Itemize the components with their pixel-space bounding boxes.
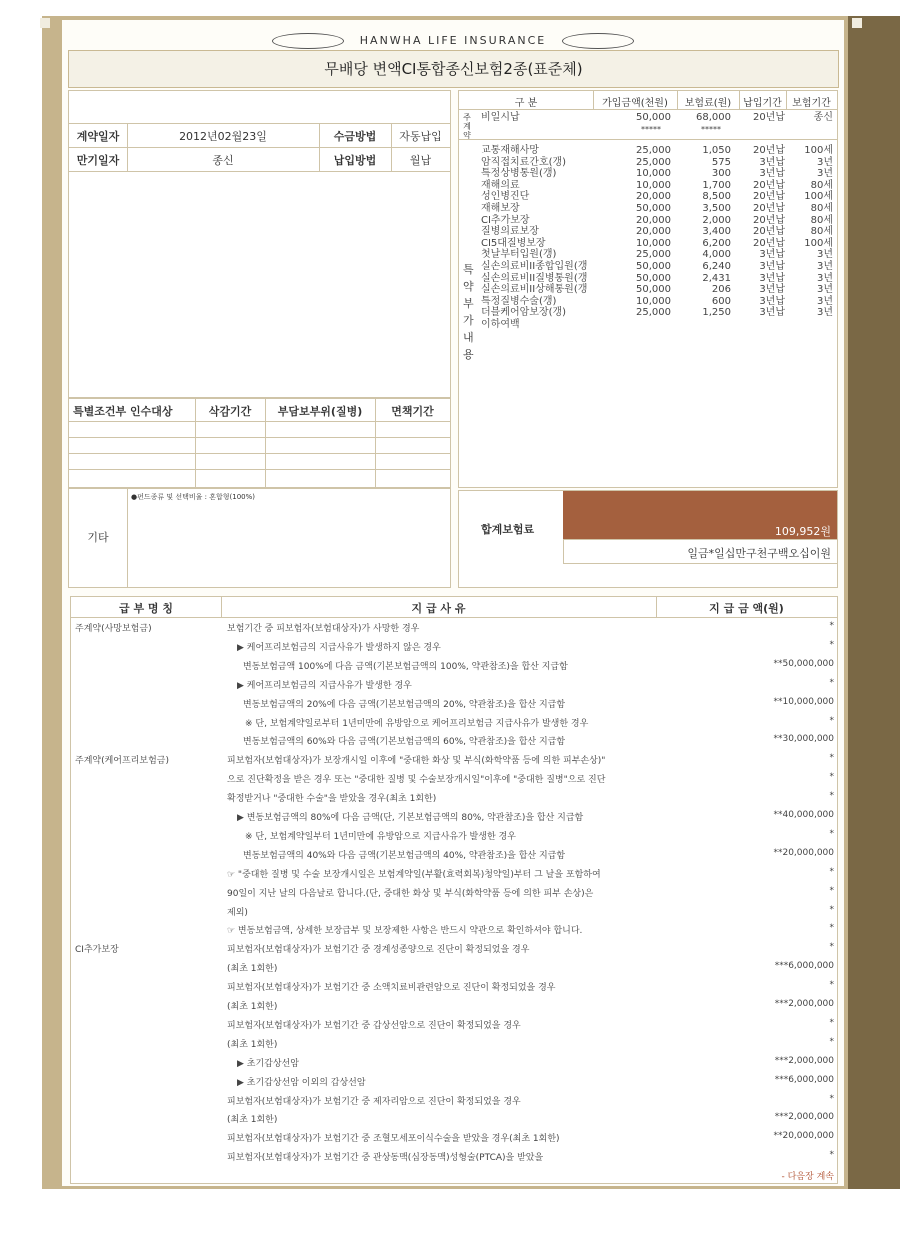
rider-premium: 6,240 bbox=[702, 261, 731, 272]
benefit-amount: * bbox=[829, 1150, 834, 1161]
total-premium-amount: 109,952원 bbox=[774, 525, 831, 538]
rider-name: 이하여백 bbox=[481, 319, 520, 330]
rider-amount: 25,000 bbox=[636, 307, 671, 319]
benefit-reason: 변동보험금액의 40%와 다음 금액(기본보험금액의 40%, 약관참조)을 합산 지급함 bbox=[243, 850, 566, 861]
rider-term: 80세 bbox=[810, 214, 833, 226]
rider-term: 3년 bbox=[816, 261, 833, 272]
rider-amount: 20,000 bbox=[636, 226, 671, 238]
coverage-header-amount: 가입금액(천원) bbox=[602, 98, 668, 109]
benefit-amount: **30,000,000 bbox=[773, 734, 834, 745]
rider-pay: 3년납 bbox=[759, 295, 785, 307]
coverage-header-premium: 보험료(원) bbox=[684, 98, 732, 109]
benefit-amount: **40,000,000 bbox=[773, 810, 834, 820]
benefit-reason: ※ 단, 보험계약일로부터 1년미만에 유방암으로 케어프리보험금 지급사유가 발생한 경우 bbox=[245, 718, 589, 729]
benefit-amount: **50,000,000 bbox=[773, 658, 834, 669]
rider-amount: 50,000 bbox=[636, 261, 671, 272]
contract-box bbox=[68, 90, 451, 398]
pay-method-label: 납입방법 bbox=[333, 154, 377, 167]
rider-term: 3년 bbox=[816, 307, 833, 319]
benefit-amount: * bbox=[829, 639, 834, 650]
etc-fund-note: ●펀드종류 및 선택비율 : 혼합형(100%) bbox=[131, 493, 255, 501]
benefit-reason: (최초 1회한) bbox=[227, 1039, 278, 1050]
benefit-amount: **10,000,000 bbox=[773, 696, 834, 707]
document-title: 무배당 변액CI통합종신보험2종(표준체) bbox=[68, 50, 839, 88]
rider-amount: 10,000 bbox=[636, 295, 671, 307]
rider-term: 3년 bbox=[816, 249, 833, 261]
rider-pay: 3년납 bbox=[759, 307, 785, 319]
contract-date-label: 계약일자 bbox=[76, 130, 120, 143]
rider-amount: 10,000 bbox=[636, 168, 671, 180]
benefit-name: CI추가보장 bbox=[75, 945, 119, 956]
rider-name: 첫날부터입원(갱) bbox=[481, 249, 557, 261]
rider-pay: 20년납 bbox=[752, 203, 785, 214]
benefit-amount: * bbox=[829, 904, 834, 915]
rider-name: 재해보장 bbox=[481, 203, 520, 214]
receive-method-label: 수금방법 bbox=[333, 130, 377, 143]
benefit-amount: * bbox=[829, 828, 834, 839]
total-premium-korean: 일금*일십만구천구백오십이원 bbox=[687, 547, 831, 560]
rider-name: 실손의료비II종합입원(갱 bbox=[481, 261, 588, 272]
benefit-reason: 피보험자(보험대상자)가 보험기간 중 경계성종양으로 진단이 확정되었을 경우 bbox=[227, 945, 530, 956]
ornament-icon bbox=[272, 33, 344, 49]
benefit-reason: 피보험자(보험대상자)가 보험기간 중 제자리암으로 진단이 확정되었을 경우 bbox=[227, 1096, 521, 1107]
rider-term: 3년 bbox=[816, 272, 833, 284]
coverage-header-pay-period: 납입기간 bbox=[743, 98, 782, 109]
benefit-amount: ***6,000,000 bbox=[774, 1074, 834, 1085]
special-header-3: 부담보부위(질병) bbox=[277, 405, 363, 418]
special-header-4: 면책기간 bbox=[391, 405, 434, 418]
rider-pay: 20년납 bbox=[752, 145, 785, 156]
benefit-name: 주계약(케어프리보험금) bbox=[75, 756, 169, 767]
special-conditions-table bbox=[68, 398, 451, 488]
company-name: HANWHA LIFE INSURANCE bbox=[359, 34, 547, 47]
rider-name: 재해의료 bbox=[481, 179, 520, 191]
rider-pay: 3년납 bbox=[759, 261, 785, 272]
benefit-reason: 피보험자(보험대상자)가 보험기간 중 갑상선암으로 진단이 확정되었을 경우 bbox=[227, 1020, 521, 1031]
coverage-table: 구 분 가입금액(천원) 보험료(원) 납입기간 보험기간 주계약 비일시납 50,000 68,000 20년납 종신 ***** ***** 특약부가내용 교통재해사망 25,000 1,050 20년납 100세 암직접치료간호(갱) 25,000 575 3년납 3년 특정상병통원(갱) 10,000 300 3년납 3년 재해의료 10,000 1,700 20년납 80세 성인병진단 20,000 8,500 20년납 100세 재해보장 50,000 3,500 20년납 80세 CI추가보장 20,000 2,000 20년납 80세 질병의료보장 20,000 3,400 20년납 80세 CI5대질병보장 10,000 6,200 20년납 100세 첫날부터입원(갱) 25,000 4,000 3년납 3년 실손의료비II종합입원(갱 50,000 6,240 3년납 3년 실손의료비II질병통원(갱 50,000 2,431 3년납 3년 실손의료비II상해통원(갱 50,000 206 3년납 3년 특정질병수술(갱) 10,000 600 3년납 3년 더블케어암보장(갱) 25,000 1,250 3년납 3년 이하여백 bbox=[458, 90, 838, 488]
corner-mark bbox=[852, 18, 862, 28]
rider-pay: 3년납 bbox=[759, 156, 785, 168]
pay-method-value: 월납 bbox=[409, 154, 432, 167]
benefit-amount: * bbox=[829, 980, 834, 991]
benefit-reason: 90일이 지난 날의 다음날로 합니다.(단, 중대한 화상 및 부식(화학약품 등에 의한 피부 손상)은 bbox=[227, 888, 594, 899]
benefit-reason: 제외) bbox=[227, 907, 248, 918]
rider-name: 암직접치료간호(갱) bbox=[481, 156, 567, 168]
benefit-reason: 피보험자(보험대상자)가 보험기간 중 조혈모세포이식수술을 받았을 경우(최초 1회한) bbox=[227, 1134, 560, 1145]
rider-pay: 20년납 bbox=[752, 237, 785, 249]
benefit-reason: (최초 1회한) bbox=[227, 964, 278, 975]
benefit-amount: * bbox=[829, 715, 834, 726]
rider-term: 80세 bbox=[810, 179, 833, 191]
benefit-reason: ☞ 변동보험금액, 상세한 보장급부 및 보장제한 사항은 반드시 약관으로 확인하셔야 합니다. bbox=[227, 926, 583, 937]
special-header-1: 특별조건부 인수대상 bbox=[73, 405, 173, 418]
rider-term: 100세 bbox=[804, 237, 833, 249]
coverage-header-category: 구 분 bbox=[514, 98, 538, 109]
etc-label: 기타 bbox=[87, 531, 109, 544]
rider-premium: 600 bbox=[711, 295, 731, 307]
benefit-reason: ※ 단, 보험계약일부터 1년미만에 유방암으로 지급사유가 발생한 경우 bbox=[245, 831, 516, 842]
rider-name: CI5대질병보장 bbox=[481, 237, 546, 249]
rider-name: 실손의료비II상해통원(갱 bbox=[481, 284, 588, 296]
benefit-amount: * bbox=[829, 1017, 834, 1028]
benefit-amount: * bbox=[829, 866, 834, 877]
rider-name: 특정질병수술(갱) bbox=[481, 295, 557, 307]
receive-method-value: 자동납입 bbox=[399, 130, 442, 143]
ornament-icon bbox=[562, 33, 634, 49]
benefits-table bbox=[70, 596, 838, 1184]
benefit-amount: * bbox=[829, 885, 834, 896]
rider-premium: 575 bbox=[711, 156, 731, 168]
rider-pay: 3년납 bbox=[759, 168, 785, 180]
rider-name: 특정상병통원(갱) bbox=[481, 168, 557, 180]
benefit-amount: ***2,000,000 bbox=[774, 999, 834, 1009]
benefit-reason: ☞ "중대한 질병 및 수술 보장개시일은 보험계약일(부활(효력회복)청약일)부터 그 날을 포함하여 bbox=[227, 869, 601, 880]
rider-term: 80세 bbox=[810, 226, 833, 238]
benefit-reason: ▶ 초기갑상선암 이외의 갑상선암 bbox=[237, 1077, 366, 1088]
rider-term: 80세 bbox=[810, 203, 833, 214]
rider-pay: 20년납 bbox=[752, 226, 785, 238]
rider-term: 3년 bbox=[816, 295, 833, 307]
rider-amount: 10,000 bbox=[636, 237, 671, 249]
benefit-amount: * bbox=[829, 621, 834, 631]
benefit-reason: 피보험자(보험대상자)가 보험기간 중 소액치료비관련암으로 진단이 확정되었을 경우 bbox=[227, 983, 556, 994]
benefit-amount: * bbox=[829, 923, 834, 934]
benefit-amount: ***2,000,000 bbox=[774, 1055, 834, 1066]
rider-amount: 20,000 bbox=[636, 191, 671, 203]
rider-pay: 3년납 bbox=[759, 272, 785, 284]
rider-premium: 3,400 bbox=[702, 226, 731, 238]
rider-term: 3년 bbox=[816, 156, 833, 168]
rider-premium: 2,000 bbox=[702, 214, 731, 226]
benefit-reason: ▶ 케어프리보험금의 지급사유가 발생한 경우 bbox=[237, 680, 412, 691]
benefit-amount: ***6,000,000 bbox=[774, 961, 834, 972]
benefit-reason: 보험기간 중 피보험자(보험대상자)가 사망한 경우 bbox=[227, 624, 420, 634]
benefit-reason: 피보험자(보험대상자)가 보장개시일 이후에 "중대한 화상 및 부식(화학약품 등에 의한 피부손상)" bbox=[227, 756, 606, 767]
total-premium-label: 합계보험료 bbox=[481, 523, 535, 536]
rider-premium: 2,431 bbox=[702, 272, 731, 284]
benefit-reason: 피보험자(보험대상자)가 보험기간 중 관상동맥(심장동맥)성형술(PTCA)을 받았을 bbox=[227, 1153, 544, 1164]
policy-document bbox=[62, 20, 844, 1186]
rider-amount: 25,000 bbox=[636, 156, 671, 168]
benefit-reason: (최초 1회한) bbox=[227, 1002, 278, 1012]
benefit-amount: ***2,000,000 bbox=[774, 1112, 834, 1123]
rider-section-label: 특약부가내용 bbox=[463, 263, 474, 361]
main-contract-label: 주계약 bbox=[463, 113, 471, 140]
benefit-reason: (최초 1회한) bbox=[227, 1115, 278, 1126]
special-header-2: 삭감기간 bbox=[208, 405, 252, 418]
rider-premium: 300 bbox=[711, 168, 731, 180]
benefit-amount: * bbox=[829, 753, 834, 764]
rider-name: CI추가보장 bbox=[481, 214, 530, 226]
rider-premium: 1,050 bbox=[702, 145, 731, 156]
rider-amount: 25,000 bbox=[636, 145, 671, 156]
rider-name: 더블케어암보장(갱) bbox=[481, 307, 567, 319]
benefit-amount: * bbox=[829, 1093, 834, 1104]
benefit-amount: * bbox=[829, 942, 834, 953]
total-premium-box bbox=[458, 490, 838, 588]
maturity-date-label: 만기일자 bbox=[76, 154, 120, 167]
continue-note: - 다음장 계속 bbox=[781, 1172, 834, 1182]
rider-amount: 50,000 bbox=[636, 272, 671, 284]
benefits-header-reason: 지 급 사 유 bbox=[411, 602, 466, 615]
benefit-reason: ▶ 변동보험금액의 80%에 다음 금액(단, 기본보험금액의 80%, 약관참조)을 합산 지급함 bbox=[237, 813, 584, 823]
benefits-header-amount: 지 급 금 액(원) bbox=[709, 602, 784, 615]
benefit-amount: **20,000,000 bbox=[773, 1131, 834, 1142]
etc-box bbox=[68, 488, 451, 588]
rider-premium: 206 bbox=[711, 284, 731, 296]
benefit-amount: * bbox=[829, 1036, 834, 1047]
benefit-name: 주계약(사망보험금) bbox=[75, 624, 152, 634]
rider-pay: 20년납 bbox=[752, 191, 785, 203]
rider-name: 실손의료비II질병통원(갱 bbox=[481, 272, 588, 284]
benefits-header-name: 급 부 명 칭 bbox=[119, 602, 173, 615]
rider-pay: 20년납 bbox=[752, 214, 785, 226]
rider-term: 3년 bbox=[816, 168, 833, 180]
rider-premium: 4,000 bbox=[702, 249, 731, 261]
rider-premium: 3,500 bbox=[702, 203, 731, 214]
rider-pay: 3년납 bbox=[759, 249, 785, 261]
coverage-header-term: 보험기간 bbox=[792, 98, 831, 109]
rider-premium: 1,700 bbox=[702, 179, 731, 191]
rider-name: 성인병진단 bbox=[481, 191, 530, 203]
rider-amount: 20,000 bbox=[636, 214, 671, 226]
benefit-amount: * bbox=[829, 772, 834, 783]
page-frame-dark bbox=[848, 16, 900, 1189]
benefit-amount: **20,000,000 bbox=[773, 847, 834, 858]
benefit-amount: * bbox=[829, 677, 834, 688]
rider-name: 질병의료보장 bbox=[481, 226, 539, 238]
rider-amount: 10,000 bbox=[636, 179, 671, 191]
benefit-reason: 변동보험금액의 20%에 다음 금액(기본보험금액의 20%, 약관참조)을 합산 지급함 bbox=[243, 699, 566, 710]
rider-premium: 1,250 bbox=[702, 307, 731, 319]
rider-term: 100세 bbox=[804, 191, 833, 203]
rider-premium: 8,500 bbox=[702, 191, 731, 203]
rider-amount: 25,000 bbox=[636, 249, 671, 261]
benefit-reason: 변동보험금액 100%에 다음 금액(기본보험금액의 100%, 약관참조)을 합산 지급함 bbox=[243, 661, 568, 672]
benefit-reason: ▶ 케어프리보험금의 지급사유가 발생하지 않은 경우 bbox=[237, 642, 441, 653]
rider-pay: 3년납 bbox=[759, 284, 785, 296]
benefit-reason: 변동보험금액의 60%와 다음 금액(기본보험금액의 60%, 약관참조)을 합산 지급함 bbox=[243, 737, 566, 748]
benefit-reason: 확정받거나 "중대한 수술"을 받았을 경우(최초 1회한) bbox=[227, 794, 437, 805]
corner-mark bbox=[40, 18, 50, 28]
rider-pay: 20년납 bbox=[752, 179, 785, 191]
rider-name: 교통재해사망 bbox=[481, 145, 539, 156]
contract-date-value: 2012년02월23일 bbox=[179, 130, 267, 143]
benefit-reason: ▶ 초기갑상선암 bbox=[237, 1058, 299, 1069]
rider-premium: 6,200 bbox=[702, 237, 731, 249]
benefit-reason: 으로 진단확정을 받은 경우 또는 "중대한 질병 및 수술보장개시일"이후에 "중대한 질병"으로 진단 bbox=[227, 775, 606, 786]
rider-term: 100세 bbox=[804, 145, 833, 156]
maturity-date-value: 종신 bbox=[212, 154, 234, 167]
rider-amount: 50,000 bbox=[636, 284, 671, 296]
benefit-amount: * bbox=[829, 791, 834, 802]
rider-term: 3년 bbox=[816, 284, 833, 296]
rider-amount: 50,000 bbox=[636, 203, 671, 214]
